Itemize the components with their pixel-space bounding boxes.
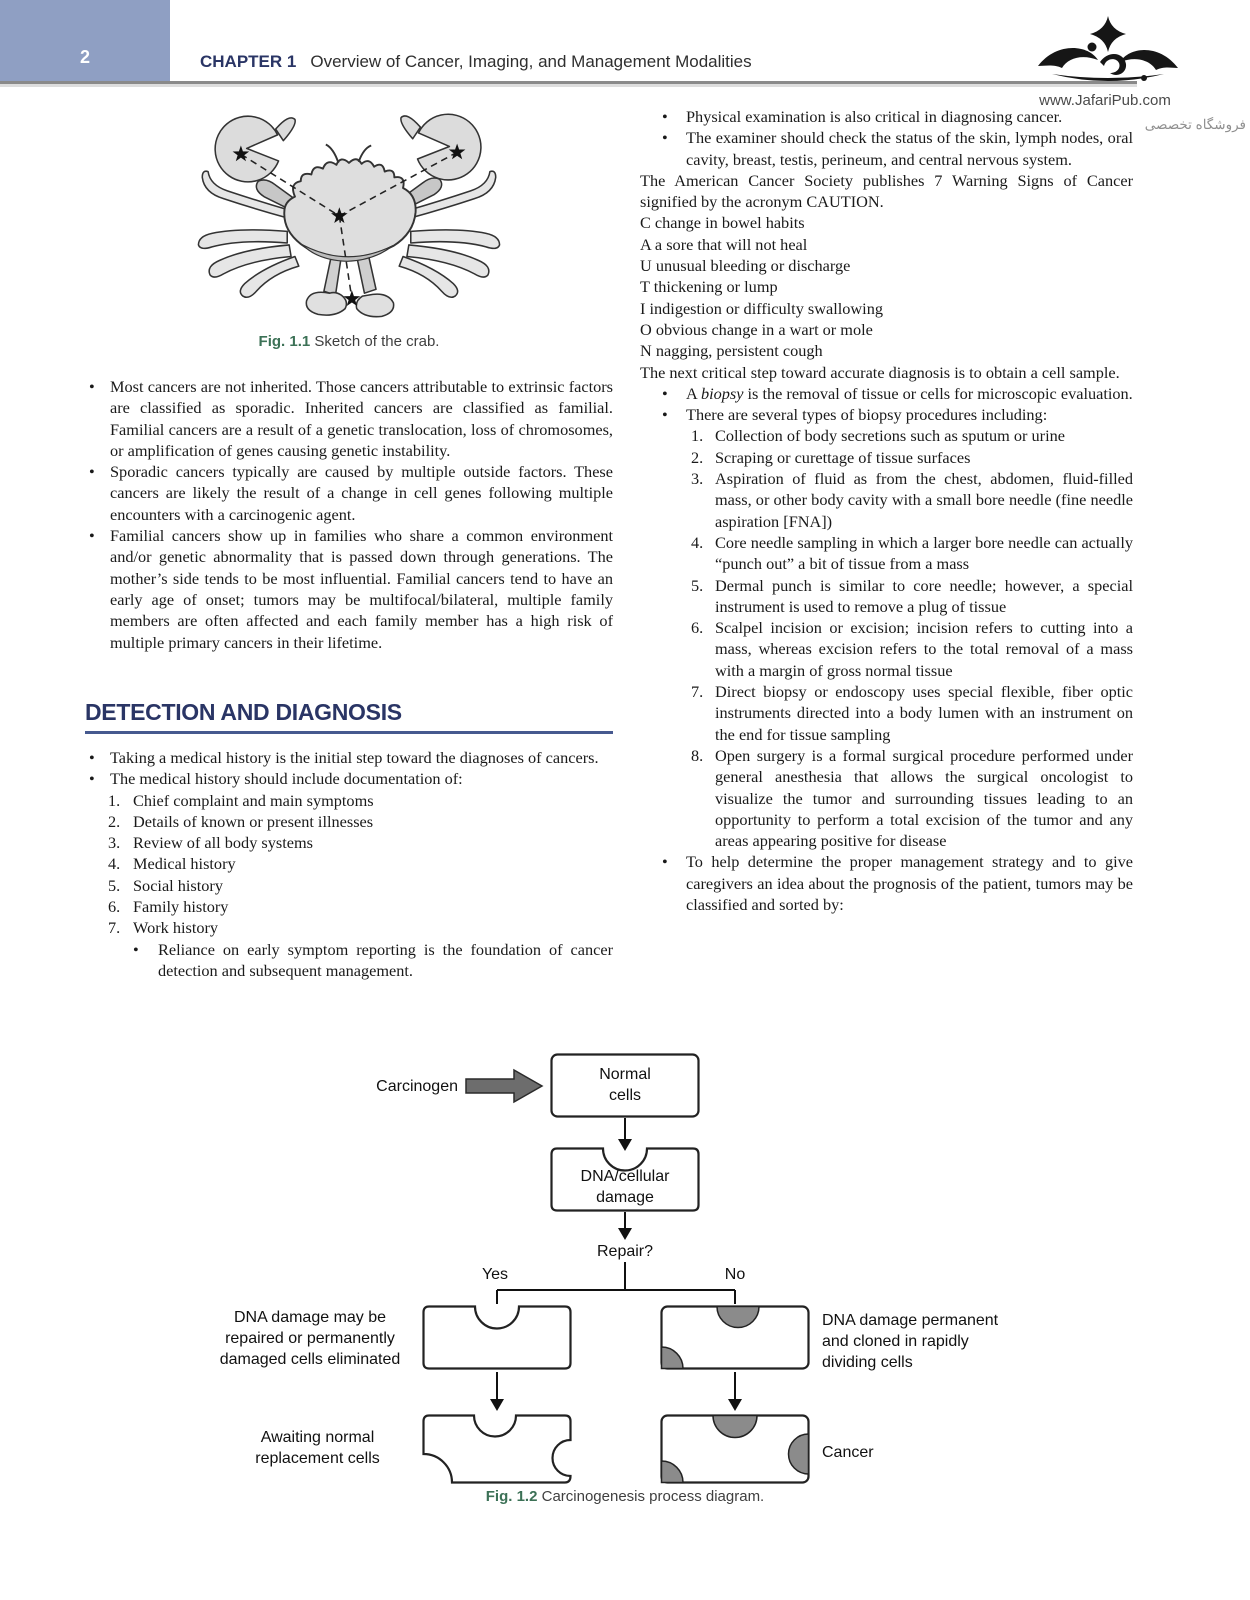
cancer-box (660, 1414, 810, 1484)
figure-1-label: Fig. 1.1 (258, 333, 311, 350)
carcinogenesis-flowchart (0, 1040, 1250, 1530)
cancer-label: Cancer (822, 1444, 874, 1461)
chapter-title: Overview of Cancer, Imaging, and Management Modalities (310, 52, 752, 71)
figure-2-caption: Fig. 1.2 Carcinogenesis process diagram. (485, 1488, 765, 1505)
repaired-cells-label: DNA damage may be repaired or permanently damaged cells eliminated (219, 1309, 401, 1368)
caution-item: I indigestion or difficulty swallowing (640, 298, 883, 318)
list-item: 1. Chief complaint and main symptoms (108, 790, 374, 810)
damaged-cells-label: DNA damage permanent and cloned in rapidly dividing cells (822, 1312, 999, 1371)
figure-1 (85, 104, 613, 350)
section-heading: DETECTION AND DIAGNOSIS (85, 699, 613, 734)
yes-label: Yes (481, 1266, 509, 1283)
list-item: • Most cancers are not inherited. Those cancers attributable to extrinsic factors are classified as sporadic. Inherited cancers are classified as familial. Familial cancers are a result of a genetic translocation, loss of chromosomes, or amplification of genes causing genetic instability. (89, 377, 613, 460)
repaired-cells-box (422, 1305, 572, 1370)
thick-arrow-icon (466, 1070, 542, 1102)
right-column (640, 106, 1133, 915)
list-item: 7. Direct biopsy or endoscopy uses special flexible, fiber optic instruments directed into a body lumen with an instrument on the end for tissue sampling (691, 682, 1133, 744)
left-column-bullets (85, 376, 613, 653)
crab-illustration (194, 104, 504, 326)
chapter-label: CHAPTER 1 (200, 52, 297, 71)
dna-damage-label: DNA/cellular damage (580, 1168, 670, 1206)
chapter-header (200, 52, 752, 72)
list-item: 7. Work history (108, 918, 219, 938)
figure-1-caption: Fig. 1.1 Sketch of the crab. (258, 333, 440, 350)
list-item: 5. Social history (108, 875, 223, 895)
list-item: • The examiner should check the status of the skin, lymph nodes, oral cavity, breast, testis, perineum, and central nervous system. (662, 128, 1133, 169)
list-item: 2. Details of known or present illnesses (108, 811, 374, 831)
publisher-url: www.JafariPub.com (1039, 92, 1171, 109)
list-item: 5. Dermal punch is similar to core needle; however, a special instrument is used to remove a plug of tissue (691, 575, 1133, 616)
page-number-box (0, 0, 170, 82)
list-item: 4. Core needle sampling in which a larger bore needle can actually “punch out” a bit of tissue from a mass (691, 532, 1133, 574)
list-item: • Reliance on early symptom reporting is the foundation of cancer detection and subsequent management. (133, 939, 613, 980)
biopsy-italic: biopsy (700, 383, 744, 403)
list-item: • Sporadic cancers typically are caused by multiple outside factors. These cancers are likely the result of a change in cell genes following multiple encounters with a carcinogenic agent. (89, 462, 613, 524)
header-rule (0, 81, 1137, 84)
caution-item: U unusual bleeding or discharge (640, 256, 851, 276)
no-label: No (724, 1266, 746, 1283)
list-item: 1. Collection of body secretions such as sputum or urine (691, 426, 1065, 446)
list-item: 8. Open surgery is a formal surgical procedure performed under general anesthesia that allows the surgical oncologist to visualize the tumor and surrounding tissues leading to an opportunity to perform a total excision of the tumor and any areas appearing positive for disease (691, 745, 1133, 851)
publisher-logo-icon (1028, 14, 1188, 95)
next-step-paragraph: The next critical step toward accurate diagnosis is to obtain a cell sample. (640, 362, 1120, 382)
caution-item: T thickening or lump (640, 277, 778, 297)
list-item: 4. Medical history (108, 854, 236, 874)
list-item: 3. Review of all body systems (108, 833, 313, 853)
caution-item: O obvious change in a wart or mole (640, 319, 873, 339)
list-item: • The medical history should include documentation of: (89, 769, 463, 789)
list-item: • There are several types of biopsy procedures including: (662, 405, 1048, 425)
list-item: • A biopsy is the removal of tissue or cells for microscopic evaluation. (662, 383, 1133, 403)
carcinogen-label: Carcinogen (376, 1078, 458, 1095)
repair-label: Repair? (596, 1243, 654, 1260)
list-item: • Taking a medical history is the initial step toward the diagnoses of cancers. (89, 748, 599, 767)
detection-section (85, 747, 613, 981)
awaiting-cells-label: Awaiting normal replacement cells (255, 1429, 380, 1467)
damaged-cells-box (660, 1305, 810, 1370)
caution-item: N nagging, persistent cough (640, 341, 823, 361)
page-number: 2 (79, 47, 90, 67)
list-item: • To help determine the proper management strategy and to give caregivers an idea about the prognosis of the patient, tumors may be classified and sorted by: (662, 852, 1133, 914)
list-item: 3. Aspiration of fluid as from the chest, abdomen, fluid-filled mass, or other body cavity with a small bore needle (fine needle aspiration [FNA]) (691, 469, 1133, 531)
caution-item: C change in bowel habits (640, 213, 805, 233)
list-item: • Physical examination is also critical in diagnosing cancer. (662, 107, 1063, 126)
acs-paragraph: The American Cancer Society publishes 7 Warning Signs of Cancer signified by the acronym CAUTION. (640, 170, 1133, 212)
list-item: • Familial cancers show up in families who share a common environment and/or genetic abnormality that is passed down through generations. The mother’s side tends to be most influential. Familial cancers tend to have an early age of onset; tumors may be multifocal/bilateral, multiple family members are often affected and each family member has a high risk of multiple primary cancers in their lifetime. (89, 526, 613, 652)
normal-cells-label: Normal cells (599, 1066, 651, 1104)
list-item: 6. Family history (108, 897, 229, 917)
list-item: 6. Scalpel incision or excision; incision refers to cutting into a mass, whereas excision refers to the total removal of a mass with a margin of gross normal tissue (691, 618, 1133, 680)
watermark-text: فروشگاه تخصصی (1144, 117, 1246, 132)
figure-2-label: Fig. 1.2 (485, 1488, 538, 1505)
awaiting-cells-box (422, 1414, 572, 1484)
caution-item: A a sore that will not heal (640, 234, 808, 254)
list-item: 2. Scraping or curettage of tissue surfaces (691, 447, 971, 467)
